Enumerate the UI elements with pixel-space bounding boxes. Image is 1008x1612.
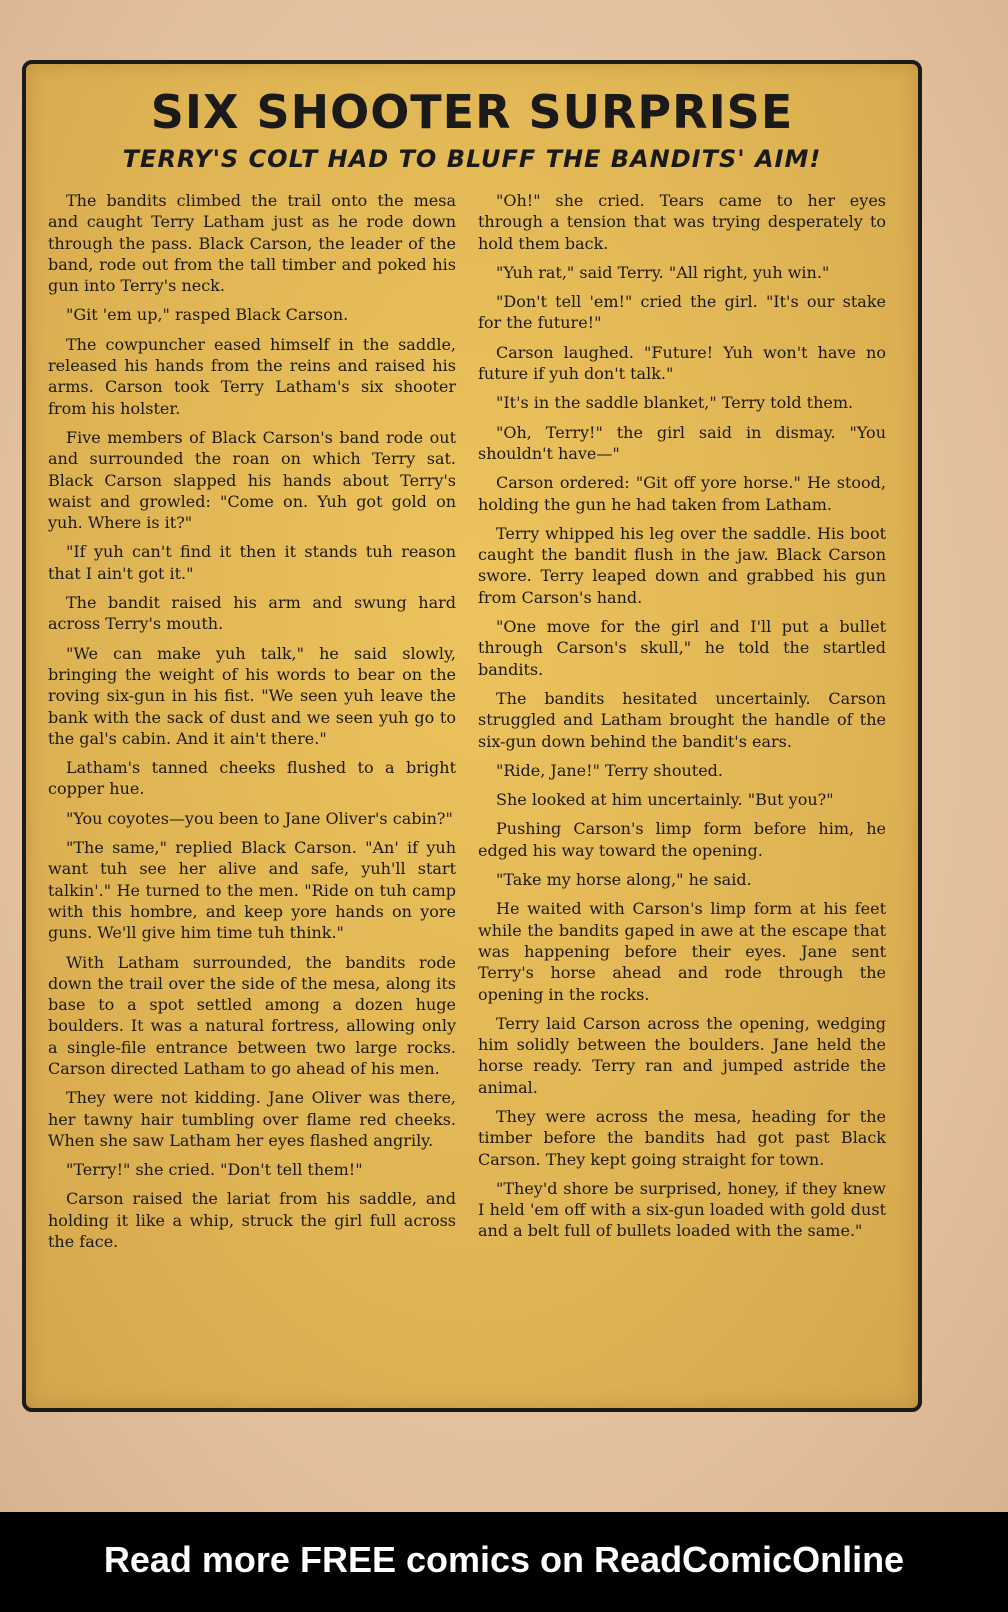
story-paragraph: "Ride, Jane!" Terry shouted.	[496, 760, 724, 780]
story-paragraph: Five members of Black Carson's band rode out and surrounded the roan on which Terry sat. Black Carson slapped his hands about Terry's waist and growled: "Come on. Yuh got gold on yuh. Where is it?"	[48, 427, 456, 533]
story-paragraph: The bandits hesitated uncertainly. Carson struggled and Latham brought the handle of the six-gun down behind the bandit's ears.	[478, 688, 886, 751]
story-paragraph: "Don't tell 'em!" cried the girl. "It's our stake for the future!"	[478, 292, 886, 333]
story-right-column	[478, 190, 886, 1250]
story-paragraph: "Oh, Terry!" the girl said in dismay. "You shouldn't have—"	[478, 422, 886, 463]
story-panel	[22, 60, 922, 1412]
story-paragraph: "Oh!" she cried. Tears came to her eyes through a tension that was trying desperately to hold them back.	[478, 191, 886, 253]
promo-footer-banner[interactable]	[0, 1512, 1008, 1612]
story-paragraph: "Take my horse along," he said.	[496, 870, 752, 890]
story-paragraph: Terry laid Carson across the opening, wedging him solidly between the boulders. Jane held the horse ready. Terry ran and jumped astride the animal.	[478, 1013, 886, 1097]
story-paragraph: "Git 'em up," rasped Black Carson.	[66, 305, 349, 325]
story-title: SIX SHOOTER SURPRISE	[150, 85, 794, 139]
story-paragraph: "Yuh rat," said Terry. "All right, yuh win."	[496, 262, 830, 282]
story-paragraph: With Latham surrounded, the bandits rode down the trail over the side of the mesa, along its base to a spot settled among a dozen huge boulders. It was a natural fortress, allowing only a single-file entrance between two large rocks. Carson directed Latham to go ahead of his men.	[48, 952, 456, 1078]
story-paragraph: Terry whipped his leg over the saddle. His boot caught the bandit flush in the jaw. Black Carson swore. Terry leaped down and grabbed his gun from Carson's hand.	[478, 523, 886, 607]
story-paragraph: Pushing Carson's limp form before him, he edged his way toward the opening.	[478, 819, 886, 860]
story-paragraph: Carson raised the lariat from his saddle, and holding it like a whip, struck the girl full across the face.	[48, 1189, 456, 1252]
story-paragraph: He waited with Carson's limp form at his feet while the bandits gaped in awe at the escape that was happening before their eyes. Jane sent Terry's horse ahead and rode through the opening in the rocks.	[478, 899, 886, 1004]
story-paragraph: They were across the mesa, heading for the timber before the bandits had got past Black Carson. They kept going straight for town.	[478, 1106, 886, 1169]
story-subtitle: TERRY'S COLT HAD TO BLUFF THE BANDITS' AIM!	[122, 145, 822, 173]
story-paragraph: The bandits climbed the trail onto the mesa and caught Terry Latham just as he rode down through the pass. Black Carson, the leader of the band, rode out from the tall timber and poked his gun into Terry's neck.	[48, 191, 456, 296]
story-paragraph: She looked at him uncertainly. "But you?"	[496, 790, 834, 810]
story-paragraph: The cowpuncher eased himself in the saddle, released his hands from the reins and raised his arms. Carson took Terry Latham's six shooter from his holster.	[48, 334, 456, 418]
promo-footer-text[interactable]: Read more FREE comics on ReadComicOnline	[103, 1539, 905, 1580]
story-paragraph: "The same," replied Black Carson. "An' if yuh want tuh see her alive and safe, yuh'll start talkin'." He turned to the men. "Ride on tuh camp with this hombre, and keep yore hands on yore guns. We'll give him time tuh think."	[48, 838, 456, 943]
story-paragraph: "Terry!" she cried. "Don't tell them!"	[66, 1160, 363, 1180]
story-paragraph: They were not kidding. Jane Oliver was there, her tawny hair tumbling over flame red cheeks. When she saw Latham her eyes flashed angrily.	[48, 1088, 456, 1150]
story-paragraph: Carson laughed. "Future! Yuh won't have no future if yuh don't talk."	[478, 342, 886, 384]
story-paragraph: "One move for the girl and I'll put a bullet through Carson's skull," he told the startled bandits.	[478, 617, 886, 679]
story-left-column	[48, 190, 456, 1260]
story-paragraph: Latham's tanned cheeks flushed to a bright copper hue.	[48, 758, 456, 799]
story-paragraph: "It's in the saddle blanket," Terry told them.	[496, 393, 854, 413]
story-paragraph: "You coyotes—you been to Jane Oliver's cabin?"	[66, 808, 453, 828]
story-paragraph: "We can make yuh talk," he said slowly, bringing the weight of his words to bear on the roving six-gun in his fist. "We seen yuh leave the bank with the sack of dust and we seen yuh go to the gal's cabin. And it ain't there."	[48, 643, 456, 748]
story-paragraph: "They'd shore be surprised, honey, if they knew I held 'em off with a six-gun loaded with gold dust and a belt full of bullets loaded with the same."	[478, 1178, 886, 1241]
story-paragraph: "If yuh can't find it then it stands tuh reason that I ain't got it."	[48, 542, 456, 583]
story-paragraph: Carson ordered: "Git off yore horse." He stood, holding the gun he had taken from Latham.	[478, 473, 886, 514]
story-paragraph: The bandit raised his arm and swung hard across Terry's mouth.	[48, 593, 456, 634]
